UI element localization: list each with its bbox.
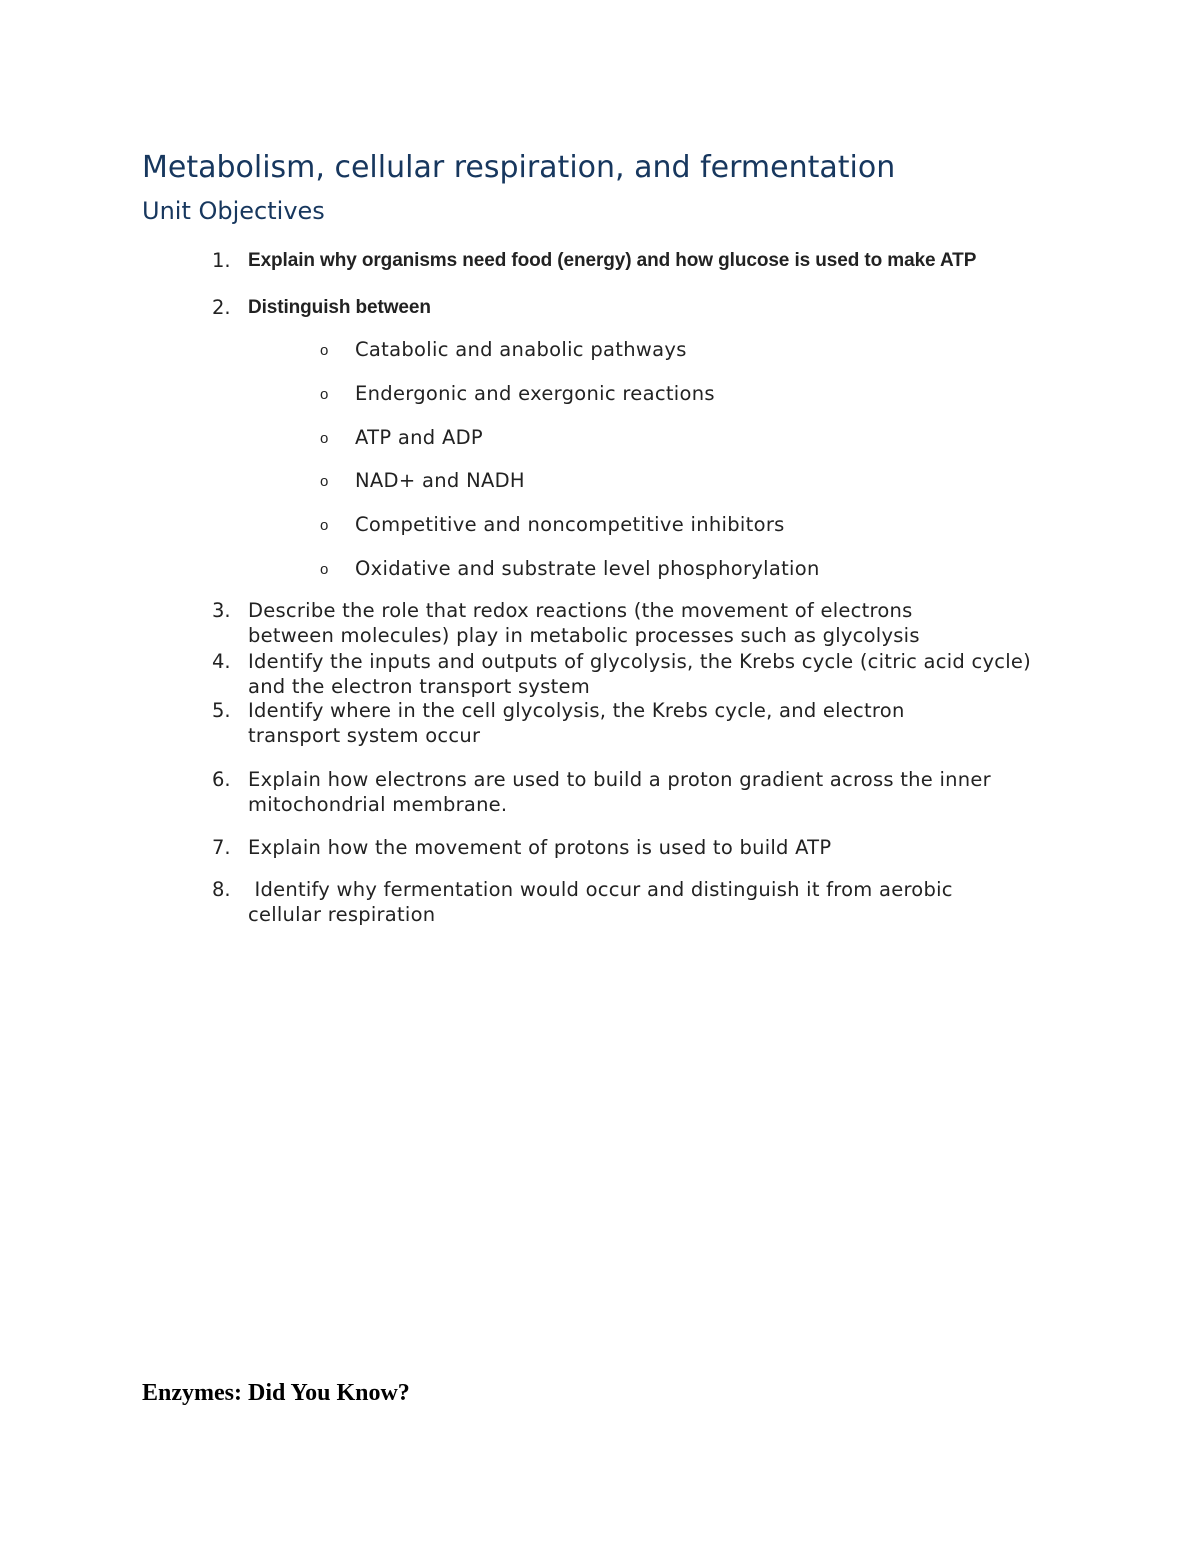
objective-text: Explain how electrons are used to build a proton gradient across the inner mitochondrial membrane. [248,768,991,816]
distinguish-item-text: Endergonic and exergonic reactions [355,382,715,405]
objective-number: 5. [212,699,231,722]
objective-text: Explain why organisms need food (energy) and how glucose is used to make ATP [248,250,977,271]
objective-number: 2. [212,296,231,319]
objective-number: 7. [212,836,231,859]
objective-text: Explain how the movement of protons is used to build ATP [248,836,832,859]
distinguish-item-text: Competitive and noncompetitive inhibitors [355,513,785,536]
distinguish-item-text: Catabolic and anabolic pathways [355,338,687,361]
objective-text: Identify why fermentation would occur and distinguish it from aerobic cellular respiration [248,878,960,926]
objective-number: 3. [212,599,231,622]
page-title: Metabolism, cellular respiration, and fermentation [142,150,896,185]
objective-text: Identify where in the cell glycolysis, the Krebs cycle, and electron transport system occur [248,699,905,747]
section-subtitle: Unit Objectives [142,197,325,225]
objective-number: 8. [212,878,231,901]
objective-number: 1. [212,249,231,272]
distinguish-item-text: Oxidative and substrate level phosphorylation [355,557,820,580]
distinguish-item-text: NAD+ and NADH [355,469,525,492]
objective-text: Identify the inputs and outputs of glycolysis, the Krebs cycle (citric acid cycle) and the electron transport system [248,650,1031,698]
objective-number: 6. [212,768,231,791]
circle-bullet-icon: o [320,517,329,534]
circle-bullet-icon: o [320,561,329,578]
circle-bullet-icon: o [320,342,329,359]
circle-bullet-icon: o [320,473,329,490]
objective-text: Distinguish between [248,297,431,318]
enzymes-heading: Enzymes: Did You Know? [142,1380,410,1406]
circle-bullet-icon: o [320,430,329,447]
objective-number: 4. [212,650,231,673]
circle-bullet-icon: o [320,386,329,403]
objective-text: Describe the role that redox reactions (the movement of electrons between molecules) play in metabolic processes such as glycolysis [248,599,920,647]
distinguish-item-text: ATP and ADP [355,426,483,449]
